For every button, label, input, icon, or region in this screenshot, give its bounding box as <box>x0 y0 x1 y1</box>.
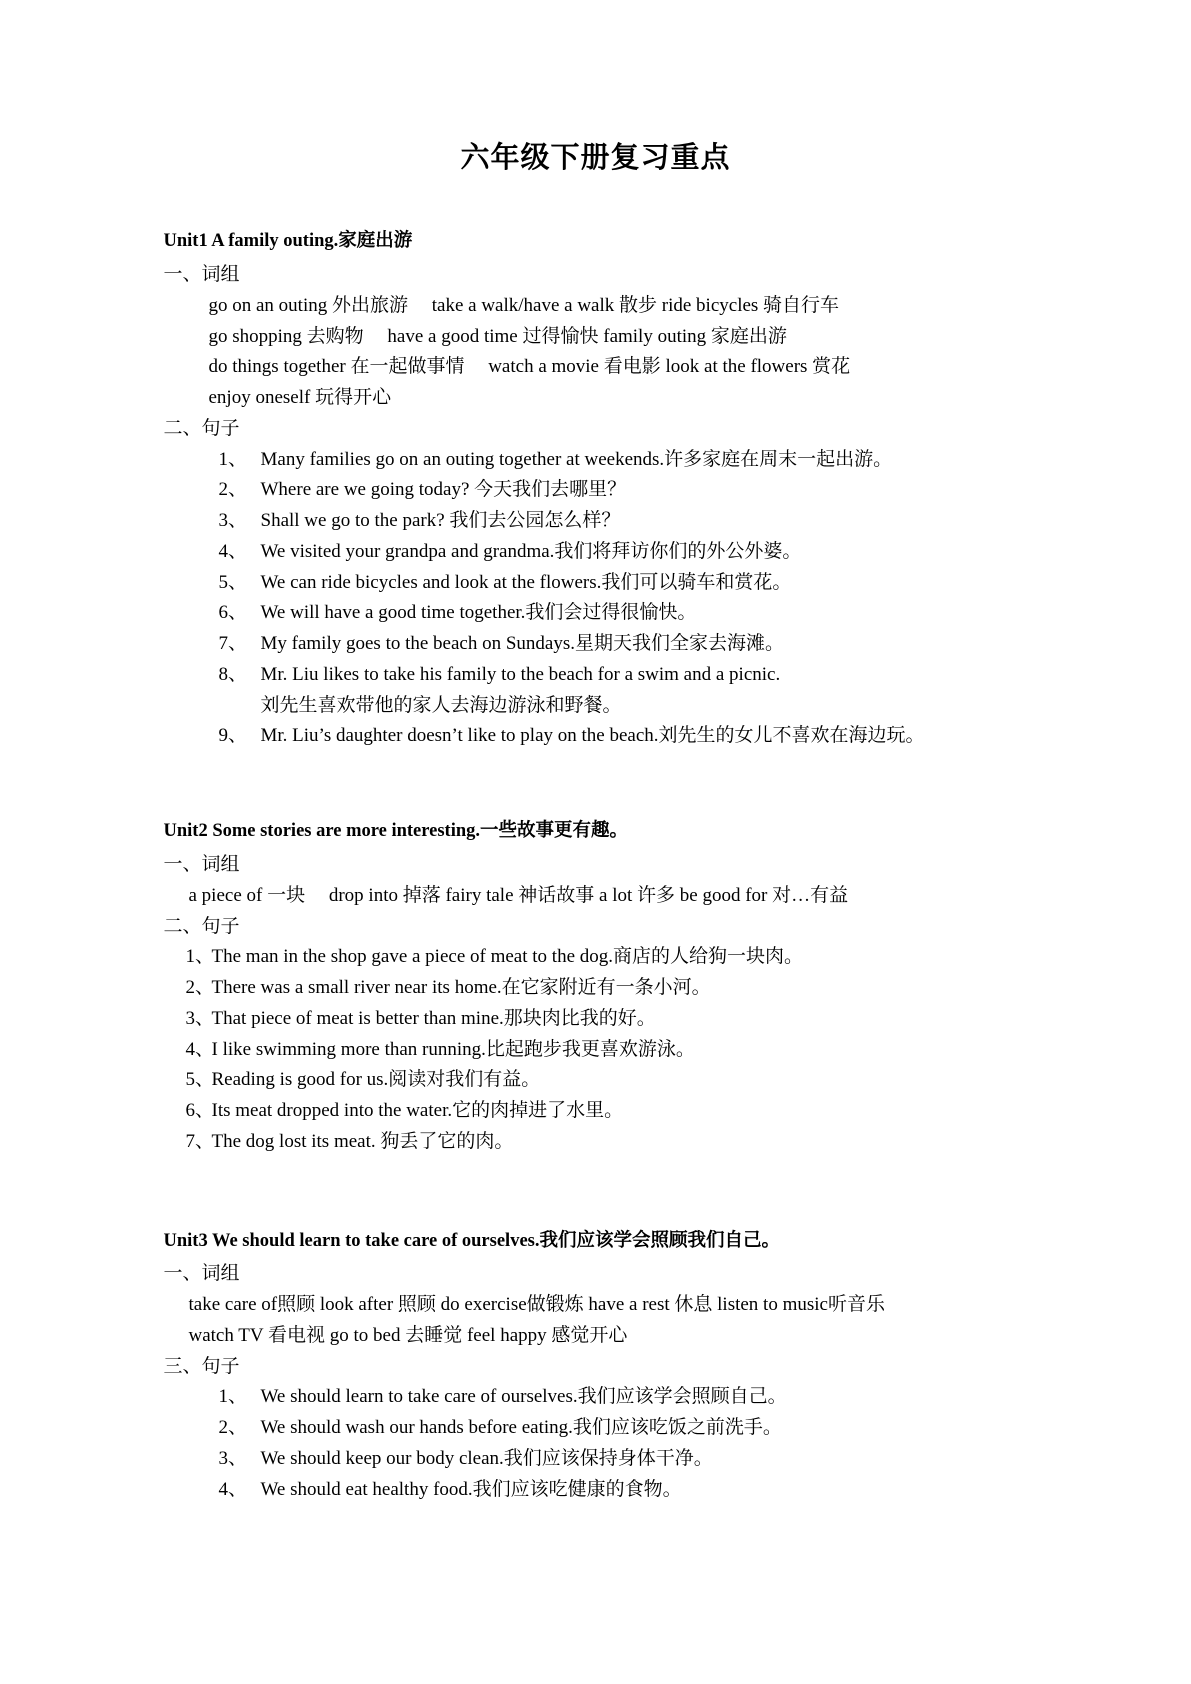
page-title: 六年级下册复习重点 <box>460 142 731 174</box>
list-item <box>164 1035 1036 1066</box>
item-text: Where are we going today? 今天我们去哪里？ <box>260 479 627 501</box>
sentences-label: 二、句子 <box>163 417 240 439</box>
list-item <box>164 721 1036 752</box>
phrases-label: 一、词组 <box>163 1263 240 1285</box>
list-item <box>164 1004 1036 1035</box>
unit-section-1 <box>164 228 1036 752</box>
item-number: 6、 <box>218 602 248 624</box>
item-number: 2、 <box>185 977 215 999</box>
list-item <box>164 1413 1036 1444</box>
phrase-line: take care of照顾 look after 照顾 do exercise做锻炼 have a rest 休息 listen to music听音乐 <box>188 1294 885 1316</box>
item-text: The dog lost its meat. 狗丢了它的肉。 <box>211 1130 514 1152</box>
item-text: We should wash our hands before eating.我们应该吃饭之前洗手。 <box>260 1417 782 1439</box>
item-continuation: 刘先生喜欢带他的家人去海边游泳和野餐。 <box>260 694 622 716</box>
item-number: 3、 <box>218 1448 248 1469</box>
item-text: Many families go on an outing together at weekends.许多家庭在周末一起出游。 <box>260 448 893 470</box>
item-number: 7、 <box>218 633 248 655</box>
item-number: 4、 <box>218 540 248 562</box>
phrase-line: go shopping 去购物 have a good time 过得愉快 family outing 家庭出游 <box>208 325 787 347</box>
list-item <box>164 1382 1036 1413</box>
item-text: I like swimming more than running.比起跑步我更喜欢游泳。 <box>211 1038 695 1060</box>
list-item <box>164 598 1036 629</box>
section-divider-space <box>164 752 1036 818</box>
item-number: 3、 <box>218 510 248 532</box>
item-text: Mr. Liu likes to take his family to the beach for a swim and a picnic. <box>260 663 781 685</box>
item-text: That piece of meat is better than mine.那块肉比我的好。 <box>211 1007 656 1029</box>
phrase-line: a piece of 一块 drop into 掉落 fairy tale 神话故事 a lot 许多 be good for 对…有益 <box>188 884 849 906</box>
item-number: 1、 <box>218 1386 248 1408</box>
item-number: 1、 <box>218 448 248 470</box>
phrases-label: 一、词组 <box>163 854 240 875</box>
item-number: 6、 <box>185 1100 215 1122</box>
item-text: My family goes to the beach on Sundays.星期天我们全家去海滩。 <box>260 633 785 655</box>
unit-heading: Unit2 Some stories are more interesting.一些故事更有趣。 <box>163 821 628 842</box>
item-text: We visited your grandpa and grandma.我们将拜访你们的外公外婆。 <box>260 540 802 562</box>
item-text: The man in the shop gave a piece of meat to the dog.商店的人给狗一块肉。 <box>211 946 804 968</box>
list-item <box>164 629 1036 660</box>
item-text: We should keep our body clean.我们应该保持身体干净。 <box>260 1448 713 1469</box>
sentence-list <box>164 445 1036 753</box>
phrase-line: enjoy oneself 玩得开心 <box>208 387 392 409</box>
sentences-label: 三、句子 <box>163 1355 240 1377</box>
list-item <box>164 445 1036 476</box>
list-item <box>164 568 1036 599</box>
item-number: 9、 <box>218 725 248 747</box>
item-number: 4、 <box>185 1038 215 1060</box>
unit-heading: Unit3 We should learn to take care of ourselves.我们应该学会照顾我们自己。 <box>163 1230 780 1251</box>
item-number: 4、 <box>218 1478 248 1500</box>
item-number: 8、 <box>218 663 248 685</box>
item-text: We will have a good time together.我们会过得很愉快。 <box>260 602 697 624</box>
list-item <box>164 1096 1036 1127</box>
unit-section-3 <box>164 1228 1036 1506</box>
sentence-list <box>164 1382 1036 1505</box>
item-text: There was a small river near its home.在它家附近有一条小河。 <box>211 977 711 999</box>
phrase-line: go on an outing 外出旅游 take a walk/have a walk 散步 ride bicycles 骑自行车 <box>208 294 840 316</box>
item-text: We should eat healthy food.我们应该吃健康的食物。 <box>260 1478 682 1500</box>
item-number: 2、 <box>218 479 248 501</box>
unit-section-2 <box>164 818 1036 1157</box>
list-item <box>164 942 1036 973</box>
item-text: Its meat dropped into the water.它的肉掉进了水里。 <box>211 1100 624 1122</box>
list-item <box>164 537 1036 568</box>
list-item <box>164 1127 1036 1158</box>
list-item <box>164 973 1036 1004</box>
phrase-line: watch TV 看电视 go to bed 去睡觉 feel happy 感觉开心 <box>188 1324 628 1346</box>
item-number: 3、 <box>185 1007 215 1029</box>
document-body <box>156 228 1036 1505</box>
item-text: Mr. Liu’s daughter doesn’t like to play on the beach.刘先生的女儿不喜欢在海边玩。 <box>260 725 925 747</box>
unit-heading: Unit1 A family outing.家庭出游 <box>163 231 413 252</box>
list-item <box>164 475 1036 506</box>
item-number: 5、 <box>185 1069 215 1091</box>
item-text: Reading is good for us.阅读对我们有益。 <box>211 1069 541 1091</box>
item-number: 1、 <box>185 946 215 968</box>
item-text: Shall we go to the park? 我们去公园怎么样？ <box>260 510 621 532</box>
list-item <box>164 506 1036 537</box>
sentences-label: 二、句子 <box>163 915 240 937</box>
list-item <box>164 1444 1036 1475</box>
list-item <box>164 1065 1036 1096</box>
item-number: 5、 <box>218 571 248 593</box>
item-number: 7、 <box>185 1130 215 1152</box>
list-item <box>164 660 1036 691</box>
section-divider-space <box>164 1158 1036 1228</box>
phrase-line: do things together 在一起做事情 watch a movie 看电影 look at the flowers 赏花 <box>208 356 851 378</box>
item-text: We should learn to take care of ourselves.我们应该学会照顾自己。 <box>260 1386 787 1408</box>
item-text: We can ride bicycles and look at the flowers.我们可以骑车和赏花。 <box>260 571 792 593</box>
item-number: 2、 <box>218 1417 248 1439</box>
sentence-list <box>164 942 1036 1157</box>
list-item <box>164 1475 1036 1506</box>
phrases-label: 一、词组 <box>163 264 240 285</box>
